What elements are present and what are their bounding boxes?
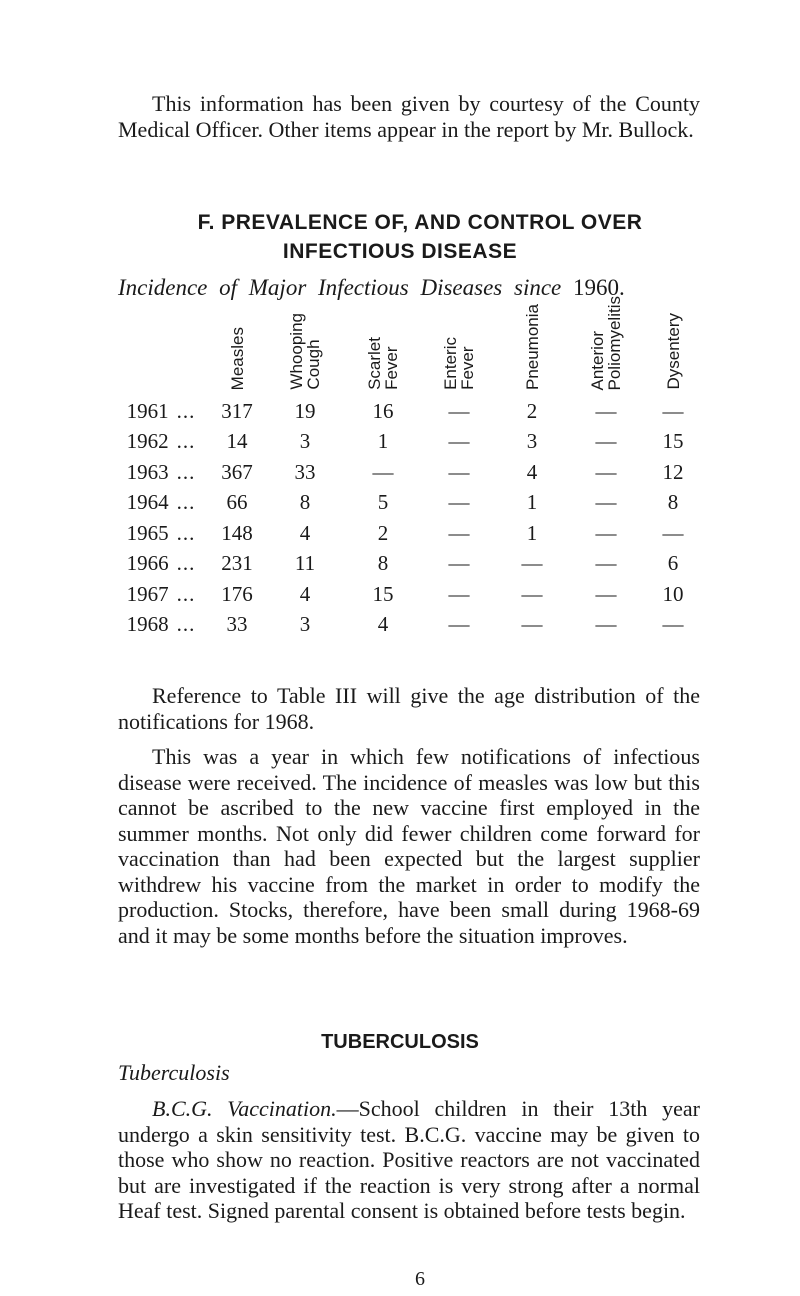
cell-pneumonia: — — [521, 551, 543, 576]
header-dysentery-label: Dysentery — [663, 313, 683, 390]
table-title-year: 1960. — [573, 275, 625, 300]
cell-pneumonia: — — [521, 612, 543, 637]
cell-whooping-cough: 4 — [299, 520, 311, 545]
section-f-heading-line1: F. PREVALENCE OF, AND CONTROL OVER — [197, 211, 643, 234]
header-enteric-fever-label: Enteric Fever — [441, 337, 477, 390]
row-year: 1966 ... — [126, 551, 196, 576]
cell-dysentery: 6 — [667, 551, 679, 576]
cell-measles: 317 — [221, 398, 253, 423]
intro-paragraph: This information has been given by courtesy of the County Medical Officer. Other items appear in the report by Mr. Bullock. — [118, 91, 700, 142]
table-row — [112, 579, 700, 610]
incidence-table — [112, 272, 700, 640]
cell-dysentery: — — [662, 398, 684, 423]
cell-measles: 367 — [221, 459, 253, 484]
cell-measles: 14 — [226, 429, 248, 454]
cell-measles: 33 — [226, 612, 248, 637]
cell-dysentery: 15 — [662, 429, 684, 454]
cell-scarlet-fever: — — [372, 459, 394, 484]
header-scarlet-fever — [346, 272, 420, 396]
cell-scarlet-fever: 1 — [377, 429, 389, 454]
header-measles-label: Measles — [227, 326, 247, 390]
section-f-heading-line2: INFECTIOUS DISEASE — [282, 240, 518, 263]
cell-pneumonia: 2 — [526, 398, 538, 423]
header-enteric-fever — [420, 272, 498, 396]
cell-enteric-fever: — — [448, 612, 470, 637]
cell-measles: 231 — [221, 551, 253, 576]
cell-measles: 66 — [226, 490, 248, 515]
cell-dysentery: 12 — [662, 459, 684, 484]
header-measles — [210, 272, 264, 396]
table-row — [112, 518, 700, 549]
cell-whooping-cough: 19 — [294, 398, 316, 423]
cell-measles: 176 — [221, 581, 253, 606]
table-row — [112, 427, 700, 458]
header-dysentery — [646, 272, 700, 396]
cell-scarlet-fever: 2 — [377, 520, 389, 545]
cell-whooping-cough: 4 — [299, 581, 311, 606]
cell-scarlet-fever: 15 — [372, 581, 394, 606]
bcg-text: —School children in their 13th year undergo a skin sensitivity test. B.C.G. vaccine may be given to those who show no reaction. Positive reactors are not vaccinated but are investigated if the reaction is very strong after a normal Heaf test. Signed parental consent is obtained before tests begin. — [118, 1096, 700, 1223]
header-year — [112, 272, 210, 396]
header-pneumonia-label: Pneumonia — [522, 303, 542, 390]
table-row — [112, 610, 700, 641]
cell-measles: 148 — [221, 520, 253, 545]
header-whooping-cough-label: Whooping Cough — [287, 313, 323, 390]
table-row — [112, 488, 700, 519]
cell-anterior-poliomyelitis: — — [595, 429, 617, 454]
bcg-paragraph — [118, 1096, 700, 1224]
tuberculosis-heading: TUBERCULOSIS — [321, 1031, 479, 1053]
table-row — [112, 549, 700, 580]
cell-whooping-cough: 3 — [299, 429, 311, 454]
table-header-row — [112, 272, 700, 396]
body-paragraph: This was a year in which few notifications of infectious disease were received. The incidence of measles was low but this cannot be ascribed to the new vaccine first employed in the summer months. Not only did fewer children come forward for vaccination than had been expected but the largest supplier withdrew his vaccine from the market in order to modify the production. Stocks, therefore, have been small during 1968-69 and it may be some months before the situation improves. — [118, 744, 700, 948]
cell-scarlet-fever: 5 — [377, 490, 389, 515]
bcg-label: B.C.G. Vaccination. — [152, 1096, 337, 1121]
header-scarlet-fever-label: Scarlet Fever — [365, 337, 401, 390]
cell-dysentery: — — [662, 612, 684, 637]
header-whooping-cough — [264, 272, 346, 396]
cell-pneumonia: 1 — [526, 520, 538, 545]
cell-anterior-poliomyelitis: — — [595, 520, 617, 545]
cell-whooping-cough: 8 — [299, 490, 311, 515]
cell-scarlet-fever: 8 — [377, 551, 389, 576]
cell-pneumonia: 1 — [526, 490, 538, 515]
row-year: 1968 ... — [126, 612, 196, 637]
cell-anterior-poliomyelitis: — — [595, 459, 617, 484]
cell-whooping-cough: 3 — [299, 612, 311, 637]
tuberculosis-subheading: Tuberculosis — [118, 1060, 230, 1085]
cell-enteric-fever: — — [448, 398, 470, 423]
cell-anterior-poliomyelitis: — — [595, 490, 617, 515]
cell-anterior-poliomyelitis: — — [595, 581, 617, 606]
cell-enteric-fever: — — [448, 581, 470, 606]
cell-dysentery: 10 — [662, 581, 684, 606]
cell-dysentery: 8 — [667, 490, 679, 515]
table-title-text: Incidence of Major Infectious Diseases since — [118, 275, 562, 300]
cell-enteric-fever: — — [448, 520, 470, 545]
header-pneumonia — [498, 272, 566, 396]
table-row — [112, 457, 700, 488]
cell-anterior-poliomyelitis: — — [595, 551, 617, 576]
row-year: 1967 ... — [126, 581, 196, 606]
header-anterior-poliomyelitis — [566, 272, 646, 396]
cell-anterior-poliomyelitis: — — [595, 398, 617, 423]
cell-scarlet-fever: 16 — [372, 398, 394, 423]
header-anterior-poliomyelitis-label: Anterior Poliomyelitis — [588, 295, 624, 390]
reference-paragraph: Reference to Table III will give the age distribution of the notifications for 1968. — [118, 683, 700, 734]
row-year: 1962 ... — [126, 429, 196, 454]
section-f-heading — [0, 208, 800, 266]
row-year: 1965 ... — [126, 520, 196, 545]
row-year: 1963 ... — [126, 459, 196, 484]
cell-scarlet-fever: 4 — [377, 612, 389, 637]
cell-anterior-poliomyelitis: — — [595, 612, 617, 637]
page-number: 6 — [415, 1268, 425, 1290]
cell-pneumonia: 4 — [526, 459, 538, 484]
cell-enteric-fever: — — [448, 459, 470, 484]
row-year: 1964 ... — [126, 490, 196, 515]
cell-whooping-cough: 33 — [294, 459, 316, 484]
cell-enteric-fever: — — [448, 551, 470, 576]
cell-enteric-fever: — — [448, 429, 470, 454]
row-year: 1961 ... — [126, 398, 196, 423]
cell-dysentery: — — [662, 520, 684, 545]
cell-pneumonia: — — [521, 581, 543, 606]
cell-pneumonia: 3 — [526, 429, 538, 454]
cell-whooping-cough: 11 — [294, 551, 316, 576]
table-row — [112, 396, 700, 427]
cell-enteric-fever: — — [448, 490, 470, 515]
